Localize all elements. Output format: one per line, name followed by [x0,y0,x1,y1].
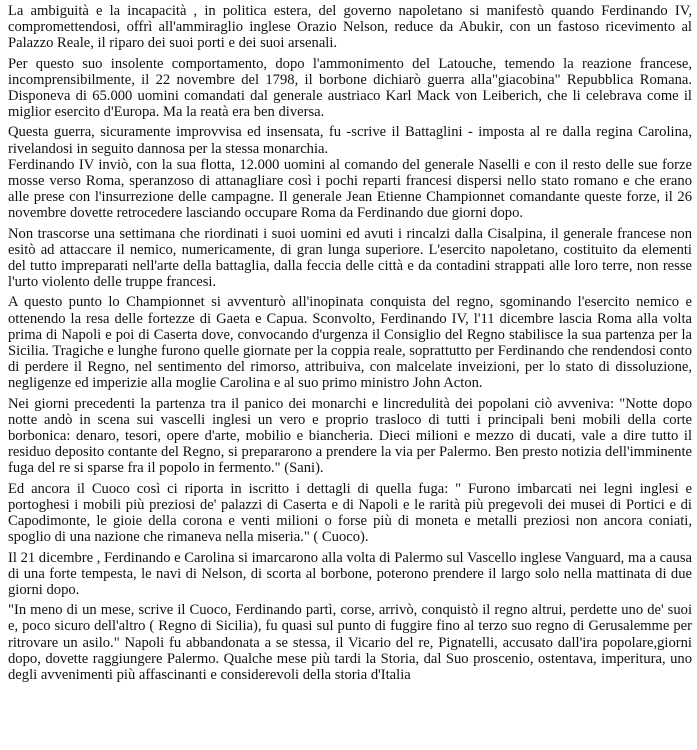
paragraph-battaglini-quote: Questa guerra, sicuramente improvvisa ed insensata, fu -scrive il Battaglini - imposta al re dalla regina Carolina, rivelandosi in seguito dannosa per la stessa monarchia. [8,124,692,157]
paragraph-war-declaration: Per questo suo insolente comportamento, dopo l'ammonimento del Latouche, temendo la reazione francese, incomprensibilmente, il 22 novembre del 1798, il borbone dichiarò guerra alla"giacobina" Repubblica Romana. Disponeva di 65.000 uomini comandati dal generale austriaco Karl Mack von Leiberich, che li celebrava come il miglior esercito d'Europa. Ma la reatà era ben diversa. [8,55,692,121]
paragraph-cuoco-conclusion: "In meno di un mese, scrive il Cuoco, Ferdinando partì, corse, arrivò, conquistò il regno altrui, perdette uno de' suoi e, poco sicuro dell'altro ( Regno di Sicilia), fu quasi sul punto di fuggire fino al terzo suo regno di Gerusalemme per ritrovare un asilo." Napoli fu abbandonata a se stessa, il Vicario del re, Pignatelli, accusato dall'ira popolare,giorni dopo, dovette raggiungere Palermo. Qualche mese più tardi la Storia, dal Suo proscenio, ostentava, imperitura, uno degli avvenimenti più affascinanti e considerevoli della storia d'Italia [8,602,692,683]
paragraph-march-on-rome: Ferdinando IV inviò, con la sua flotta, 12.000 uomini al comando del generale Naselli e con il resto delle sue forze mosse verso Roma, speranzoso di attanagliare così i pochi reparti francesi dispersi nello stato romano e che erano alle prese con l'insurrezione delle campagne. Il generale Jean Etienne Championnet comandante queste forze, il 26 novembre dovette retrocedere lasciando occupare Roma da Ferdinando due giorni dopo. [8,156,692,222]
paragraph-embarkation: Il 21 dicembre , Ferdinando e Carolina si imarcarono alla volta di Palermo sul Vascello inglese Vanguard, ma a causa di una forte tempesta, le navi di Nelson, di scorta al borbone, poterono prendere il largo solo nella mattinata di due giorni dopo. [8,549,692,598]
paragraph-nelson-reception: La ambiguità e la incapacità , in politica estera, del governo napoletano si manifestò quando Ferdinando IV, compromettendosi, offrì all'ammiraglio inglese Orazio Nelson, reduce da Abukir, con un fastoso ricevimento al Palazzo Reale, il riparo dei suoi porti e dei suoi arsenali. [8,3,692,52]
paragraph-french-counterattack: Non trascorse una settimana che riordinati i suoi uomini ed avuti i rincalzi dalla Cisalpina, il generale francese non esitò ad attaccare il nemico, numericamente, di gran lunga superiore. L'esercito napoletano, costituito da elementi del tutto impreparati nell'arte della battaglia, dalla feccia delle città e da contadini strappati alle loro terre, non resse l'urto violento delle truppe francesi. [8,225,692,291]
paragraph-sani-quote: Nei giorni precedenti la partenza tra il panico dei monarchi e lincredulità dei popolani ciò avveniva: "Notte dopo notte andò in scena sui vascelli inglesi un vero e proprio trasloco di tutti i principali beni mobili della corte borbonica: denaro, tesori, opere d'arte, mobilio e biancheria. Dieci milioni e mezzo di ducati, vale a dire tutto il residuo deposito contante del Regno, si prepararono a prendere la via per Palermo. Ben presto notizia dell'imminente fuga del re si sparse fra il popolo in fermento." (Sani). [8,395,692,477]
paragraph-cuoco-flight-details: Ed ancora il Cuoco così ci riporta in iscritto i dettagli di quella fuga: " Furono imbarcati nei legni inglesi e portoghesi i mobili più preziosi de' palazzi di Caserta e di Napoli e le rarità più pregevoli dei musei di Portici e di Capodimonte, le gioie della corona e venti milioni o forse più di moneta e metalli preziosi non ancora coniati, spoglio di una nazione che rimaneva nella miseria." ( Cuoco). [8,480,692,546]
paragraph-championnet-conquest: A questo punto lo Championnet si avventurò all'inopinata conquista del regno, sgominando l'esercito nemico e ottenendo la resa delle fortezze di Gaeta e Capua. Sconvolto, Ferdinando IV, l'11 dicembre lascia Roma alla volta prima di Napoli e poi di Caserta dove, convocando d'urgenza il Consiglio del Regno stabilisce la sua partenza per la Sicilia. Tragiche e lunghe furono quelle giornate per la coppia reale, soprattutto per Ferdinando che rendendosi conto di perdere il Regno, nel sentimento del rimorso, attribuiva, con malcelate inveizioni, per lo stato di dissoluzione, negligenze ed imperizie alla moglie Carolina e al suo primo ministro John Acton. [8,294,692,392]
